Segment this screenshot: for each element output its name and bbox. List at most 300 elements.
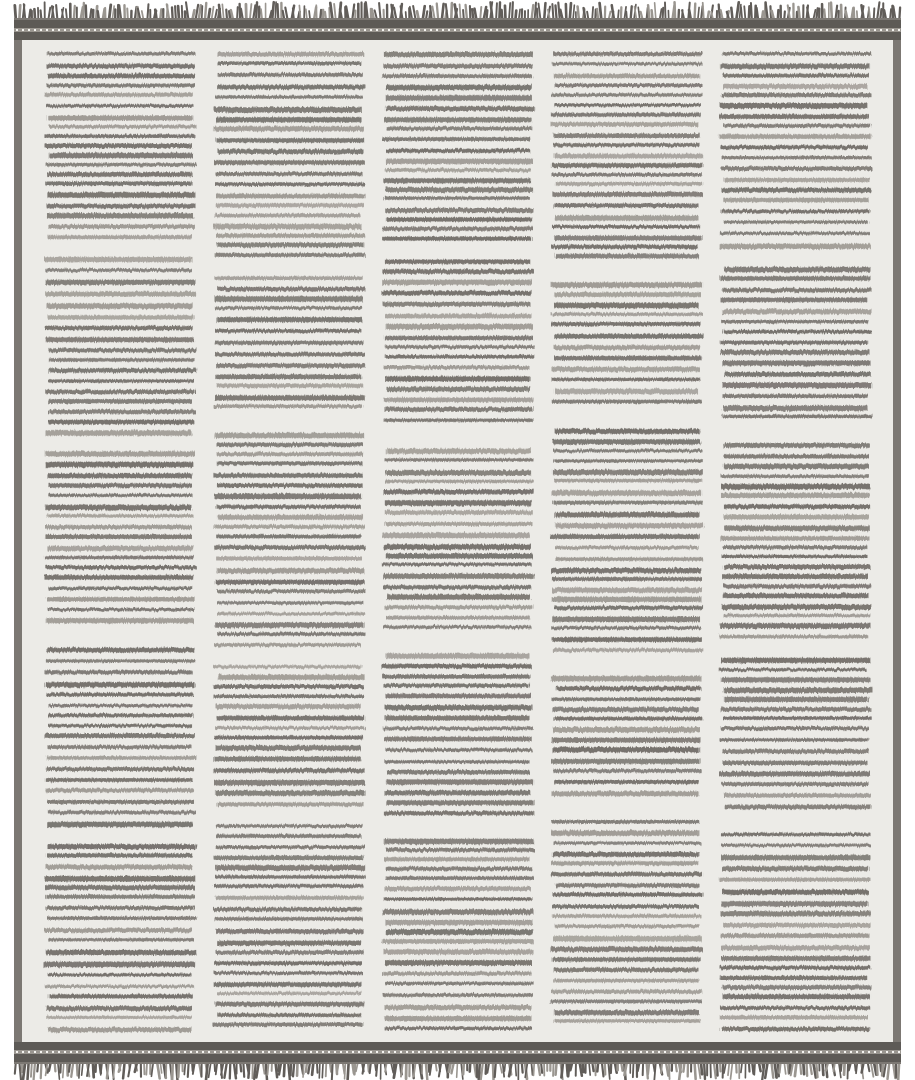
stripe (215, 622, 364, 627)
stripe (217, 589, 366, 593)
stripe (384, 197, 530, 200)
stripe (551, 861, 699, 865)
kilim-dot (550, 29, 552, 31)
kilim-dot (622, 1051, 624, 1053)
stripe (722, 288, 871, 292)
stripe (551, 626, 702, 629)
stripe (216, 535, 361, 539)
stripe (215, 203, 364, 207)
kilim-dot (352, 29, 354, 31)
bottom-kilim-band (14, 1042, 901, 1062)
stripe (553, 439, 701, 444)
stripe (386, 876, 534, 880)
kilim-dot (448, 1051, 450, 1053)
kilim-dot (808, 1051, 810, 1053)
kilim-dot (100, 1051, 102, 1053)
stripe (722, 309, 872, 314)
stripe (383, 574, 534, 579)
stripe (386, 800, 534, 805)
stripe (724, 697, 869, 702)
kilim-dot (316, 29, 318, 31)
stripe (217, 992, 360, 995)
kilim-dot (496, 1051, 498, 1053)
stripe (386, 106, 534, 111)
kilim-dot (532, 29, 534, 31)
kilim-dot (694, 1051, 696, 1053)
stripe (555, 924, 700, 927)
stripe (382, 302, 531, 306)
stripe (555, 686, 701, 690)
stripe (554, 1010, 699, 1015)
stripe (721, 956, 870, 961)
kilim-dot (892, 1051, 894, 1053)
kilim-dot (598, 1051, 600, 1053)
stripe (382, 280, 532, 285)
kilim-dot (814, 29, 816, 31)
stripe (44, 93, 192, 97)
kilim-dot (490, 1051, 492, 1053)
kilim-dot (466, 29, 468, 31)
kilim-dot (304, 29, 306, 31)
kilim-dot (868, 1051, 870, 1053)
stripe (554, 769, 703, 773)
stripe (385, 500, 532, 505)
stripe (48, 235, 192, 239)
stripe (554, 203, 699, 207)
stripe (552, 490, 702, 495)
stripe (216, 243, 363, 248)
kilim-dot (754, 1051, 756, 1053)
stripe (723, 749, 869, 753)
stripe (555, 883, 699, 887)
kilim-dot (490, 29, 492, 31)
stripe (554, 236, 701, 241)
kilim-dot (310, 29, 312, 31)
kilim-dot (244, 1051, 246, 1053)
stripe (555, 84, 702, 88)
kilim-dot (328, 29, 330, 31)
stripe (49, 704, 193, 707)
stripe (214, 224, 361, 229)
kilim-dot (676, 1051, 678, 1053)
stripe (552, 617, 699, 622)
stripe (720, 911, 871, 916)
stripe (554, 968, 699, 972)
stripe (721, 833, 870, 836)
kilim-dot (124, 1051, 126, 1053)
kilim-dot (562, 1051, 564, 1053)
stripe (551, 698, 700, 701)
kilim-dot (700, 1051, 702, 1053)
stripe (554, 459, 703, 462)
stripe (719, 878, 870, 882)
stripe (216, 834, 362, 838)
stripe (48, 315, 194, 319)
stripe (724, 688, 872, 693)
kilim-dot (520, 1051, 522, 1053)
kilim-dot (700, 29, 702, 31)
stripe (215, 214, 361, 218)
stripe (386, 449, 531, 454)
kilim-dot (142, 1051, 144, 1053)
kilim-dot (784, 29, 786, 31)
kilim-dot (232, 1051, 234, 1053)
stripe (384, 398, 533, 403)
stripe (724, 443, 870, 448)
stripe (45, 390, 195, 394)
kilim-dot (610, 1051, 612, 1053)
kilim-dot (676, 29, 678, 31)
kilim-dot (706, 29, 708, 31)
kilim-dot (100, 29, 102, 31)
kilim-dot (76, 29, 78, 31)
kilim-dot (604, 29, 606, 31)
stripe (215, 494, 362, 499)
stripe (214, 982, 361, 987)
kilim-dot (190, 29, 192, 31)
stripe (48, 74, 195, 79)
stripe (551, 759, 700, 764)
stripe (47, 648, 194, 653)
kilim-dot (118, 29, 120, 31)
stripe (722, 361, 870, 366)
stripe (386, 387, 530, 392)
stripe (722, 866, 869, 871)
stripe (554, 606, 703, 610)
stripe (217, 716, 365, 721)
stripe (724, 84, 868, 89)
stripe (384, 366, 530, 370)
stripe (385, 522, 532, 526)
stripe (720, 976, 867, 980)
kilim-dot (688, 29, 690, 31)
stripe (45, 682, 195, 687)
kilim-dot (874, 1051, 876, 1053)
kilim-dot (574, 1051, 576, 1053)
stripe (722, 166, 872, 170)
kilim-dot (214, 29, 216, 31)
kilim-dot (778, 29, 780, 31)
kilim-dot (592, 1051, 594, 1053)
kilim-dot (322, 1051, 324, 1053)
kilim-dot (178, 29, 180, 31)
stripe (551, 93, 702, 96)
stripe (48, 608, 194, 611)
stripe (213, 971, 363, 974)
stripe (723, 761, 868, 765)
kilim-dot (22, 29, 24, 31)
kilim-dot (592, 29, 594, 31)
kilim-dot (718, 1051, 720, 1053)
stripe (48, 125, 197, 128)
stripe (721, 658, 870, 663)
stripe (551, 990, 702, 994)
stripe (384, 336, 533, 340)
stripe (383, 993, 532, 996)
stripe (45, 451, 195, 456)
stripe (215, 306, 362, 309)
stripe (214, 757, 361, 762)
kilim-dot (718, 29, 720, 31)
stripe (719, 341, 867, 345)
kilim-dot (724, 29, 726, 31)
stripe (720, 1006, 870, 1010)
stripe (384, 605, 532, 609)
kilim-dot (682, 29, 684, 31)
kilim-dot (34, 1051, 36, 1053)
stripe (554, 154, 703, 159)
kilim-dot (748, 1051, 750, 1053)
stripe (48, 224, 195, 228)
kilim-dot (472, 29, 474, 31)
stripe (46, 292, 196, 297)
stripe (215, 95, 363, 98)
kilim-dot (802, 1051, 804, 1053)
kilim-dot (304, 1051, 306, 1053)
stripe (49, 348, 196, 352)
kilim-dot (622, 29, 624, 31)
kilim-dot (772, 29, 774, 31)
kilim-dot (274, 29, 276, 31)
kilim-dot (106, 1051, 108, 1053)
stripe (721, 934, 870, 938)
kilim-dot (790, 29, 792, 31)
kilim-dot (160, 1051, 162, 1053)
kilim-dot (226, 29, 228, 31)
stripe (47, 916, 197, 919)
stripe (48, 1027, 192, 1032)
stripe (48, 483, 192, 487)
kilim-dot (298, 29, 300, 31)
stripe (555, 429, 700, 434)
stripe (46, 618, 193, 623)
stripe (720, 738, 869, 741)
stripe (216, 234, 365, 238)
stripe (720, 145, 868, 149)
stripe (724, 526, 870, 531)
kilim-dot (310, 1051, 312, 1053)
stripe (722, 574, 867, 579)
stripe (553, 501, 703, 505)
kilim-dot (94, 1051, 96, 1053)
stripe (551, 791, 699, 796)
kilim-dot (58, 29, 60, 31)
stripe (216, 745, 361, 750)
stripe (720, 298, 867, 303)
stripe (216, 824, 363, 827)
kilim-dot (268, 29, 270, 31)
stripe (46, 865, 192, 870)
kilim-dot (148, 1051, 150, 1053)
kilim-dot (184, 1051, 186, 1053)
kilim-dot (466, 1051, 468, 1053)
stripe (385, 208, 534, 213)
stripe (552, 588, 702, 593)
kilim-dot (742, 1051, 744, 1053)
kilim-dot (574, 29, 576, 31)
stripe (555, 546, 699, 549)
stripe (48, 811, 195, 815)
stripe (384, 419, 533, 422)
stripe (551, 676, 701, 681)
kilim-dot (502, 1051, 504, 1053)
stripe (216, 138, 365, 142)
kilim-dot (814, 1051, 816, 1053)
stripe (721, 93, 871, 97)
stripe (722, 994, 870, 999)
stripe (216, 846, 365, 849)
kilim-dot (28, 1051, 30, 1053)
kilim-dot (76, 1051, 78, 1053)
stripe (553, 936, 702, 941)
stripe (383, 64, 532, 68)
kilim-dot (118, 1051, 120, 1053)
stripe (383, 675, 530, 679)
stripe (44, 962, 196, 967)
stripe (384, 790, 530, 795)
stripe (385, 554, 533, 559)
kilim-dot (658, 29, 660, 31)
stripe (384, 857, 530, 861)
kilim-dot (706, 1051, 708, 1053)
stripe (551, 282, 703, 287)
kilim-dot (286, 1051, 288, 1053)
kilim-dot (142, 29, 144, 31)
stripe (44, 556, 193, 559)
kilim-dot (256, 1051, 258, 1053)
stripe (44, 134, 195, 138)
kilim-dot (190, 1051, 192, 1053)
stripe (383, 490, 533, 495)
stripe (721, 782, 868, 786)
stripe (217, 802, 364, 806)
kilim-dot (874, 29, 876, 31)
kilim-dot (82, 1051, 84, 1053)
kilim-dot (82, 29, 84, 31)
stripe (385, 407, 533, 411)
kilim-dot (448, 29, 450, 31)
kilim-dot (52, 1051, 54, 1053)
stripe (385, 886, 531, 890)
kilim-dot (424, 29, 426, 31)
stripe (552, 852, 699, 857)
kilim-dot (160, 29, 162, 31)
stripe (217, 317, 362, 322)
stripe (48, 745, 192, 749)
stripe (45, 535, 192, 539)
stripe (217, 505, 361, 509)
stripe (45, 143, 192, 147)
kilim-dot (670, 29, 672, 31)
stripe (555, 557, 703, 561)
kilim-dot (586, 1051, 588, 1053)
kilim-dot (724, 1051, 726, 1053)
kilim-dot (646, 29, 648, 31)
kilim-dot (604, 1051, 606, 1053)
kilim-dot (856, 1051, 858, 1053)
stripe (551, 122, 698, 126)
stripe (213, 545, 365, 549)
kilim-dot (154, 1051, 156, 1053)
kilim-dot (406, 1051, 408, 1053)
stripe (215, 433, 365, 438)
stripe (47, 756, 197, 760)
kilim-dot (898, 1051, 900, 1053)
stripe (552, 313, 703, 316)
stripe (551, 947, 703, 952)
stripe (46, 1006, 193, 1011)
stripe (386, 770, 530, 774)
kilim-dot (454, 1051, 456, 1053)
stripe (719, 771, 869, 776)
stripe (555, 523, 703, 528)
kilim-dot (616, 29, 618, 31)
stripe (49, 153, 194, 158)
kilim-dot (610, 29, 612, 31)
stripe (385, 716, 530, 721)
kilim-dot (766, 29, 768, 31)
kilim-dot (508, 1051, 510, 1053)
kilim-dot (286, 29, 288, 31)
kilim-dot (760, 29, 762, 31)
stripe (721, 188, 871, 193)
stripe (555, 254, 699, 259)
kilim-dot (202, 1051, 204, 1053)
stripe (385, 187, 533, 192)
kilim-dot (898, 29, 900, 31)
stripe (385, 760, 530, 763)
stripe (215, 917, 363, 920)
kilim-dot (238, 1051, 240, 1053)
stripe (216, 483, 362, 487)
stripe (384, 839, 534, 844)
kilim-dot (136, 29, 138, 31)
kilim-dot (388, 1051, 390, 1053)
kilim-dot (688, 1051, 690, 1053)
kilim-dot (772, 1051, 774, 1053)
stripe (46, 895, 195, 899)
stripe (46, 693, 194, 697)
stripe (553, 143, 699, 147)
stripe (551, 820, 699, 823)
kilim-dot (52, 29, 54, 31)
kilim-dot (784, 1051, 786, 1053)
stripe (48, 399, 192, 403)
kilim-dot (538, 1051, 540, 1053)
kilim-dot (838, 1051, 840, 1053)
stripe (723, 454, 869, 458)
stripe (554, 215, 698, 220)
stripe (723, 584, 871, 588)
stripe (386, 149, 531, 153)
stripe (552, 914, 701, 917)
stripe (384, 898, 532, 901)
stripe (217, 1013, 361, 1017)
stripe (382, 664, 532, 668)
stripe (217, 461, 363, 465)
stripe (382, 563, 532, 566)
stripe (48, 116, 193, 121)
kilim-dot (862, 1051, 864, 1053)
stripe (385, 168, 531, 171)
kilim-dot (184, 29, 186, 31)
stripe (551, 163, 702, 167)
kilim-dot (496, 29, 498, 31)
kilim-dot (766, 1051, 768, 1053)
kilim-dot (70, 1051, 72, 1053)
stripe (553, 747, 700, 752)
stripe (44, 257, 192, 262)
